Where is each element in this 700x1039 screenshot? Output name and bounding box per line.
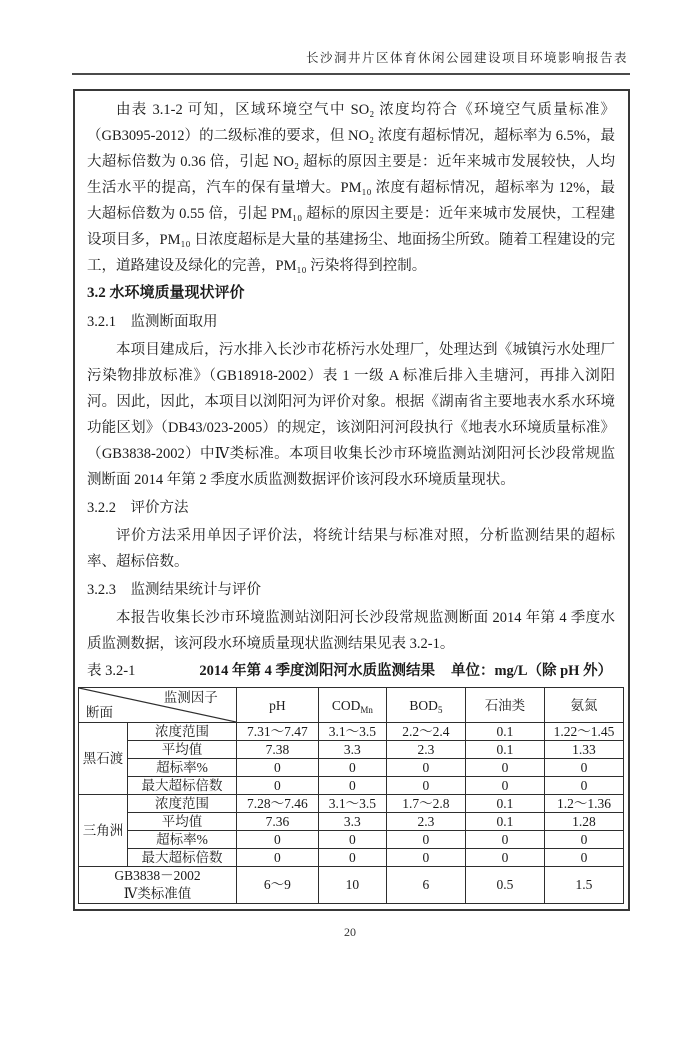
section-name-heishidu: 黑石渡 — [79, 723, 128, 795]
row-label-cell: 最大超标倍数 — [128, 849, 237, 867]
table-caption-unit: 单位：mg/L（除 pH 外） — [450, 663, 613, 679]
value-cell: 0.1 — [465, 723, 544, 741]
value-cell: 1.7～2.8 — [386, 795, 465, 813]
value-cell: 0 — [465, 777, 544, 795]
report-content-box — [73, 89, 630, 911]
table-row — [79, 849, 624, 867]
value-cell: 0 — [318, 777, 386, 795]
value-cell: 7.36 — [237, 813, 319, 831]
value-cell: 0 — [386, 831, 465, 849]
paragraph-air-quality: 由表 3.1-2 可知，区域环境空气中 SO₂ 浓度均符合《环境空气质量标准》（GB3095-2012）的二级标准的要求，但 NO₂ 浓度有超标情况，超标率为 6.5%，最大超标倍数为 0.36 倍，引起 NO₂ 超标的原因主要是：近年来城市发展较快，人均生活水平的提高，汽车的保有量增大。PM₁₀ 浓度有超标情况，超标率为 12%，最大超标倍数为 0.55 倍，引起 PM₁₀ 超标的原因主要是：近年来城市发展快，工程建设项目多，PM₁₀ 日浓度超标是大量的基建扬尘、地面扬尘所致。随着工程建设的完工，道路建设及绿化的完善，PM₁₀ 污染将得到控制。 — [87, 102, 615, 274]
row-label-cell: 超标率% — [128, 759, 237, 777]
value-cell: 1.28 — [544, 813, 623, 831]
value-cell: 0 — [318, 849, 386, 867]
standard-row — [79, 867, 624, 904]
value-cell: 0 — [386, 777, 465, 795]
row-label-cell: 浓度范围 — [128, 723, 237, 741]
table-header-row — [79, 688, 624, 723]
value-cell: 3.3 — [318, 741, 386, 759]
value-cell: 0 — [544, 759, 623, 777]
standard-label-line1: GB3838－2002 — [114, 868, 201, 883]
corner-label-section: 断面 — [86, 705, 113, 720]
value-cell: 0 — [465, 759, 544, 777]
value-cell: 0.1 — [465, 795, 544, 813]
value-cell: 3.1～3.5 — [318, 795, 386, 813]
paragraph-3-2-2: 评价方法采用单因子评价法，将统计结果与标准对照，分析监测结果的超标率、超标倍数。 — [87, 528, 615, 570]
row-label-cell: 平均值 — [128, 813, 237, 831]
value-cell: 0 — [465, 849, 544, 867]
col-header-text: 石油类 — [484, 697, 526, 713]
value-cell: 7.31～7.47 — [237, 723, 319, 741]
col-header-sub: Mn — [360, 704, 373, 715]
value-cell: 0 — [237, 849, 319, 867]
value-cell: 6～9 — [237, 867, 319, 904]
value-cell: 1.5 — [544, 867, 623, 904]
table-row — [79, 741, 624, 759]
value-cell: 0 — [318, 831, 386, 849]
value-cell: 10 — [318, 867, 386, 904]
header-rule — [72, 73, 630, 75]
value-cell: 2.3 — [386, 741, 465, 759]
heading-3-2-3: 3.2.3 监测结果统计与评价 — [87, 582, 261, 598]
table-row — [79, 795, 624, 813]
table-caption — [87, 657, 615, 685]
standard-label-line2: Ⅳ类标准值 — [123, 886, 192, 901]
running-header: 长沙洞井片区体育休闲公园建设项目环境影响报告表 — [305, 51, 628, 65]
value-cell: 1.2～1.36 — [544, 795, 623, 813]
value-cell: 3.3 — [318, 813, 386, 831]
water-quality-table — [78, 687, 624, 904]
row-label-cell: 超标率% — [128, 831, 237, 849]
table-row — [79, 813, 624, 831]
value-cell: 7.38 — [237, 741, 319, 759]
heading-3-2-2: 3.2.2 评价方法 — [87, 500, 189, 516]
value-cell: 0 — [237, 831, 319, 849]
section-name-sanjiaozhou: 三角洲 — [79, 795, 128, 867]
value-cell: 0 — [544, 831, 623, 849]
heading-3-2: 3.2 水环境质量现状评价 — [87, 285, 245, 301]
table-row — [79, 759, 624, 777]
value-cell: 0 — [544, 777, 623, 795]
value-cell: 0 — [318, 759, 386, 777]
col-header-ammonia — [544, 688, 623, 723]
standard-label-cell — [79, 867, 237, 904]
table-row — [79, 777, 624, 795]
value-cell: 3.1～3.5 — [318, 723, 386, 741]
value-cell: 2.2～2.4 — [386, 723, 465, 741]
diagonal-corner-cell — [79, 688, 237, 723]
corner-label-factor: 监测因子 — [163, 690, 218, 705]
col-header-text: BOD — [409, 697, 438, 713]
row-label-cell: 最大超标倍数 — [128, 777, 237, 795]
value-cell: 2.3 — [386, 813, 465, 831]
table-caption-title: 2014 年第 4 季度浏阳河水质监测结果 — [199, 663, 435, 679]
value-cell: 0.1 — [465, 813, 544, 831]
page-number: 20 — [344, 925, 356, 939]
value-cell: 0 — [465, 831, 544, 849]
value-cell: 0 — [386, 849, 465, 867]
col-header-cod — [318, 688, 386, 723]
col-header-sub: 5 — [437, 704, 443, 715]
value-cell: 1.33 — [544, 741, 623, 759]
value-cell: 0 — [237, 759, 319, 777]
col-header-bod — [386, 688, 465, 723]
col-header-text: 氨氮 — [570, 697, 598, 713]
value-cell: 0 — [544, 849, 623, 867]
value-cell: 0.1 — [465, 741, 544, 759]
col-header-ph — [237, 688, 319, 723]
col-header-petroleum — [465, 688, 544, 723]
paragraph-3-2-1: 本项目建成后，污水排入长沙市花桥污水处理厂，处理达到《城镇污水处理厂污染物排放标准》（GB18918-2002）表 1 一级 A 标准后排入圭塘河，再排入浏阳河。因此，因此，本项目以浏阳河为评价对象。根据《湖南省主要地表水系水环境功能区划》（DB43/023-2005）的规定，该浏阳河河段执行《地表水环境质量标准》（GB3838-2002）中Ⅳ类标准。本项目收集长沙市环境监测站浏阳河长沙段常规监测断面 2014 年第 2 季度水质监测数据评价该河段水环境质量现状。 — [87, 342, 615, 488]
table-row — [79, 723, 624, 741]
table-caption-label: 表 3.2-1 — [87, 663, 136, 679]
value-cell: 0.5 — [465, 867, 544, 904]
value-cell: 0 — [237, 777, 319, 795]
value-cell: 0 — [386, 759, 465, 777]
paragraph-3-2-3: 本报告收集长沙市环境监测站浏阳河长沙段常规监测断面 2014 年第 4 季度水质监测数据，该河段水环境质量现状监测结果见表 3.2-1。 — [87, 610, 615, 652]
value-cell: 7.28～7.46 — [237, 795, 319, 813]
col-header-text: pH — [269, 697, 286, 713]
col-header-text: COD — [331, 697, 361, 713]
heading-3-2-1: 3.2.1 监测断面取用 — [87, 314, 218, 330]
value-cell: 1.22～1.45 — [544, 723, 623, 741]
value-cell: 6 — [386, 867, 465, 904]
row-label-cell: 平均值 — [128, 741, 237, 759]
row-label-cell: 浓度范围 — [128, 795, 237, 813]
table-row — [79, 831, 624, 849]
